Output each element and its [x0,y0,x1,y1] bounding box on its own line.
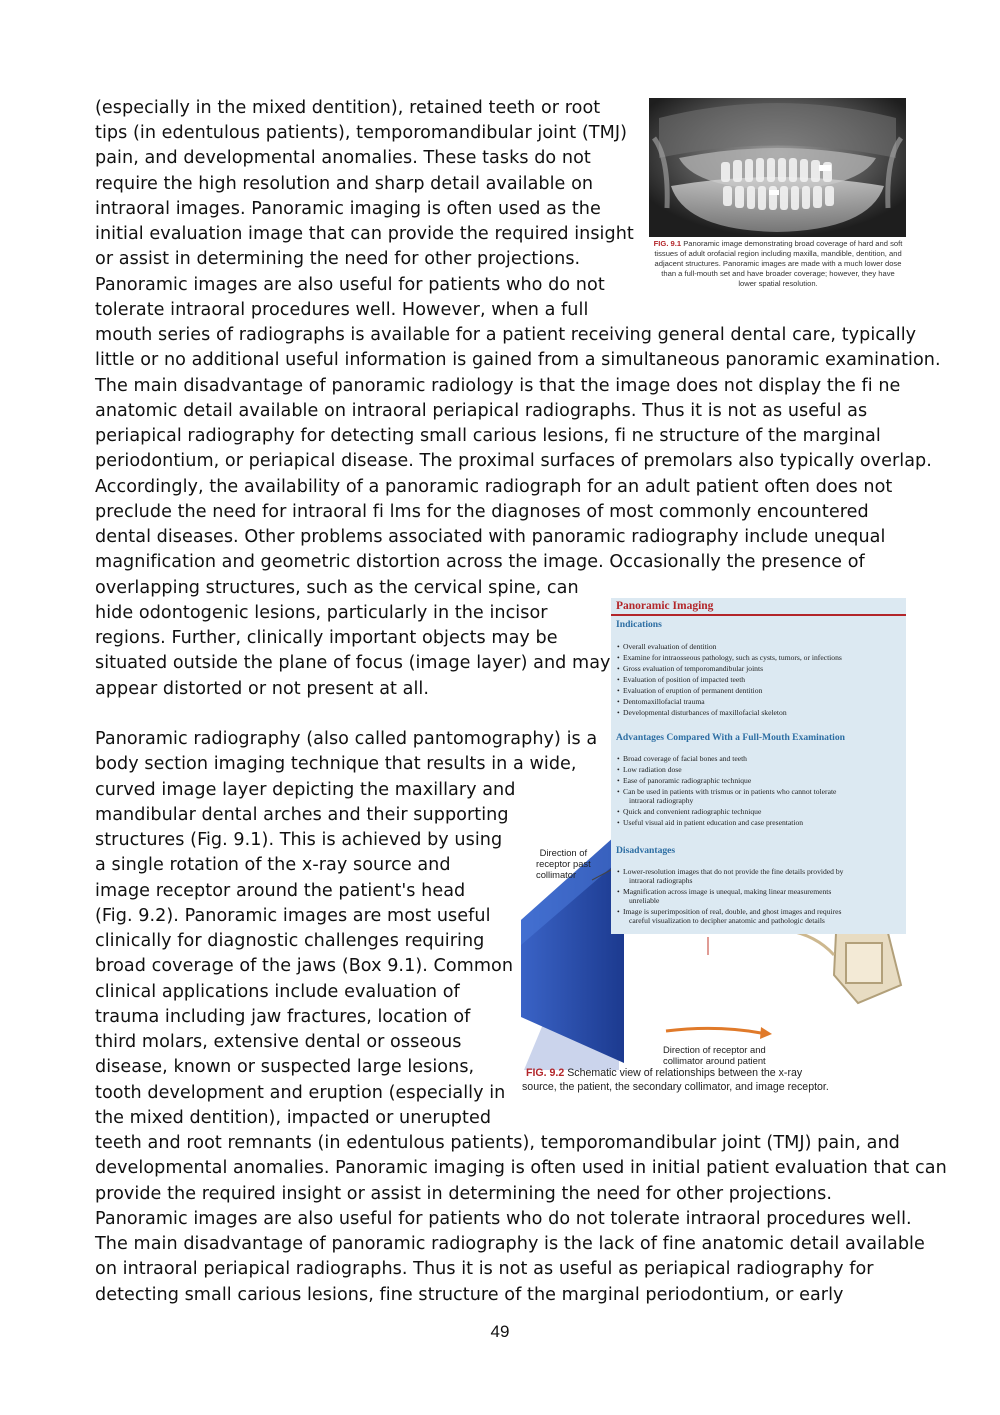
body-line: initial evaluation image that can provide the required insight [95,224,634,244]
box-list-item: • Evaluation of position of impacted teeth [623,675,745,684]
box-title: Panoramic Imaging [616,600,714,612]
body-line: (Fig. 9.2). Panoramic images are most useful [95,906,491,926]
receptor-past-line: receptor past [536,858,591,869]
figure-9-1 [649,98,906,291]
body-line: hide odontogenic lesions, particularly in the incisor [95,603,548,623]
body-line: tooth development and eruption (especially in [95,1083,506,1103]
body-line: little or no additional useful information is gained from a simultaneous panoramic examination. [95,350,941,370]
box-panoramic-imaging [611,598,906,934]
body-line: provide the required insight or assist in determining the need for other projections. [95,1184,832,1204]
body-line: body section imaging technique that results in a wide, [95,754,577,774]
page-number: 49 [490,1322,510,1341]
box-list-item: • Useful visual aid in patient education and case presentation [623,818,803,827]
body-line: detecting small carious lesions, fine structure of the marginal periodontium, or early [95,1285,844,1305]
body-line: Panoramic images are also useful for patients who do not [95,275,605,295]
figure-9-1-caption [653,239,903,289]
box-list-item-continuation: careful visualization to decipher anatomic and pathologic details [629,916,825,925]
body-line: third molars, extensive dental or osseous [95,1032,462,1052]
body-line: anatomic detail available on intraoral periapical radiographs. Thus it is not as useful as [95,401,868,421]
receptor-around-line: collimator around patient [663,1055,766,1066]
box-section-heading: Advantages Compared With a Full-Mouth Examination [616,732,845,743]
receptor-past-label [536,847,591,880]
body-line: regions. Further, clinically important objects may be [95,628,558,648]
figure-9-2-caption-text: Schematic view of relationships between the x-ray [567,1067,803,1079]
box-section-heading: Indications [616,619,662,630]
figure-9-1-caption-text: Panoramic image demonstrating broad coverage of hard and soft tissues of adult orofacial region including maxilla, mandible, dentition, and adjacent structures. Panoramic images are made with a much lower dose than a full-mouth set and have broader coverage; however, they have lower spatial resolution. [654,239,903,288]
box-list-item: • Dentomaxillofacial trauma [623,697,705,706]
box-list-item: • Can be used in patients with trismus or in patients who cannot tolerate [623,787,836,796]
box-list-item: • Gross evaluation of temporomandibular joints [623,664,763,673]
body-line: pain, and developmental anomalies. These tasks do not [95,148,591,168]
box-list-item: • Developmental disturbances of maxillofacial skeleton [623,708,787,717]
body-line: appear distorted or not present at all. [95,679,429,699]
body-line: a single rotation of the x-ray source and [95,855,451,875]
body-line: broad coverage of the jaws (Box 9.1). Common [95,956,514,976]
body-line: overlapping structures, such as the cervical spine, can [95,578,579,598]
body-line: mouth series of radiographs is available for a patient receiving general dental care, typically [95,325,917,345]
box-list-item: • Magnification across image is unequal, making linear measurements [623,887,831,896]
box-list-item: • Ease of panoramic radiographic technique [623,776,751,785]
receptor-around-label [663,1044,766,1066]
box-list-item: • Broad coverage of facial bones and teeth [623,754,747,763]
box-list-item: • Overall evaluation of dentition [623,642,716,651]
body-line: The main disadvantage of panoramic radiology is that the image does not display the fi ne [95,376,901,396]
body-line: require the high resolution and sharp detail available on [95,174,594,194]
box-title-rule [611,614,906,616]
body-line: situated outside the plane of focus (image layer) and may [95,653,611,673]
box-section-heading: Disadvantages [616,845,676,856]
box-list-item: • Lower-resolution images that do not provide the fine details provided by [623,867,843,876]
body-line: Panoramic images are also useful for patients who do not tolerate intraoral procedures well. [95,1209,912,1229]
figure-9-1-label: FIG. 9.1 [653,239,682,248]
body-line: or assist in determining the need for other projections. [95,249,581,269]
box-list-item: • Image is superimposition of real, double, and ghost images and requires [623,907,841,916]
body-line: trauma including jaw fractures, location of [95,1007,471,1027]
body-line: disease, known or suspected large lesions, [95,1057,475,1077]
body-line: magnification and geometric distortion across the image. Occasionally the presence of [95,552,865,572]
body-line: periodontium, or periapical disease. The proximal surfaces of premolars also typically overlap. [95,451,932,471]
body-line: tips (in edentulous patients), temporomandibular joint (TMJ) [95,123,627,143]
body-line: clinical applications include evaluation of [95,982,460,1002]
box-list-item-continuation: unreliable [629,896,660,905]
body-line: structures (Fig. 9.1). This is achieved by using [95,830,503,850]
body-line: Panoramic radiography (also called pantomography) is a [95,729,598,749]
box-list-item: • Quick and convenient radiographic technique [623,807,761,816]
body-line: developmental anomalies. Panoramic imaging is often used in initial patient evaluation that can [95,1158,947,1178]
box-list-item: • Evaluation of eruption of permanent dentition [623,686,762,695]
box-list-item-continuation: intraoral radiography [629,796,694,805]
body-line: mandibular dental arches and their supporting [95,805,509,825]
body-line: clinically for diagnostic challenges requiring [95,931,485,951]
figure-9-2-caption-line: source, the patient, the secondary collimator, and image receptor. [522,1081,829,1093]
body-line: the mixed dentition), impacted or unerupted [95,1108,492,1128]
body-line: The main disadvantage of panoramic radiography is the lack of fine anatomic detail available [95,1234,925,1254]
figure-9-2-caption-line [526,1067,802,1079]
body-line: tolerate intraoral procedures well. However, when a full [95,300,589,320]
body-line: preclude the need for intraoral fi lms for the diagnoses of most commonly encountered [95,502,869,522]
receptor-around-line: Direction of receptor and [663,1044,766,1055]
box-list-item-continuation: intraoral radiographs [629,876,693,885]
body-line: image receptor around the patient's head [95,881,466,901]
panoramic-xray-image [649,98,906,237]
box-list-item: • Low radiation dose [623,765,682,774]
figure-9-2-label: FIG. 9.2 [526,1067,565,1079]
receptor-past-line: collimator [536,869,577,880]
body-line: (especially in the mixed dentition), retained teeth or root [95,98,601,118]
receptor-past-line: Direction of [539,847,588,858]
body-line: dental diseases. Other problems associated with panoramic radiography include unequal [95,527,886,547]
body-line: on intraoral periapical radiographs. Thus it is not as useful as periapical radiography for [95,1259,874,1279]
body-line: Accordingly, the availability of a panoramic radiograph for an adult patient often does not [95,477,893,497]
body-line: intraoral images. Panoramic imaging is often used as the [95,199,601,219]
box-list-item: • Examine for intraosseous pathology, such as cysts, tumors, or infections [623,653,842,662]
body-line: teeth and root remnants (in edentulous patients), temporomandibular joint (TMJ) pain, and [95,1133,900,1153]
body-line: curved image layer depicting the maxillary and [95,780,516,800]
body-line: periapical radiography for detecting small carious lesions, fi ne structure of the marginal [95,426,881,446]
